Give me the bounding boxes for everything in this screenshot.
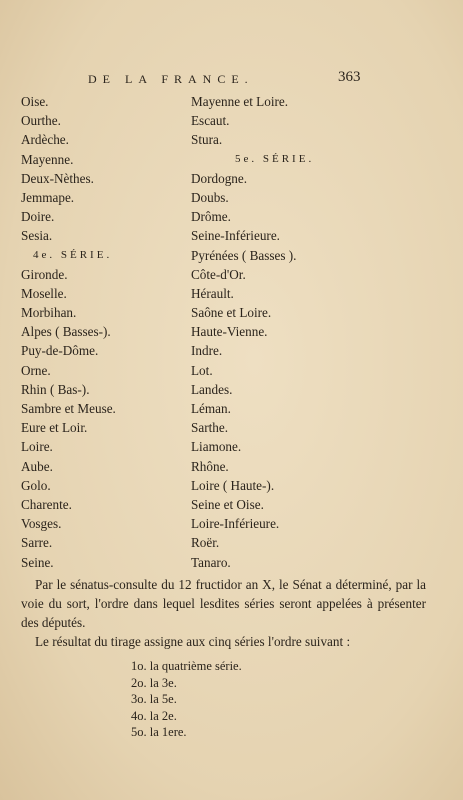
department-entry: Landes. [191, 381, 233, 397]
department-entry: Mayenne et Loire. [191, 94, 289, 109]
department-entry: Stura. [191, 132, 223, 148]
department-entry: Oise. [21, 94, 49, 109]
department-entry: Moselle. [21, 285, 67, 301]
department-entry: Puy-de-Dôme. [21, 343, 99, 359]
left-column [21, 92, 191, 572]
body-text [21, 575, 426, 651]
department-entry: Aube. [21, 458, 53, 474]
series-heading: 4e. SÉRIE. [33, 248, 113, 261]
department-entry: Dordogne. [191, 170, 248, 186]
department-entry: Loire. [21, 439, 53, 455]
series-heading: 5e. SÉRIE. [235, 152, 315, 165]
department-entry: Léman. [191, 401, 231, 416]
department-entry: Sarthe. [191, 420, 228, 436]
order-item: 4o. la 2e. [131, 708, 177, 723]
order-item: 3o. la 5e. [131, 692, 177, 706]
right-column [191, 92, 421, 572]
department-entry: Alpes ( Basses-). [21, 324, 111, 340]
department-entry: Jemmape. [21, 189, 75, 205]
department-entry: Eure et Loir. [21, 420, 88, 436]
department-entry: Morbihan. [21, 305, 77, 321]
department-entry: Seine et Oise. [191, 496, 264, 512]
department-entry: Ourthe. [21, 113, 61, 129]
department-entry: Pyrénées ( Basses ). [191, 247, 297, 263]
order-item: 2o. la 3e. [131, 675, 177, 690]
department-entry: Ardèche. [21, 132, 69, 148]
department-entry: Tanaro. [191, 554, 231, 570]
department-entry: Doubs. [191, 189, 229, 205]
order-item: 5o. la 1ere. [131, 725, 187, 739]
paragraph: Le résultat du tirage assigne aux cinq séries l'ordre suivant : [35, 634, 351, 649]
department-entry: Hérault. [191, 285, 234, 301]
department-entry: Roër. [191, 535, 220, 551]
series-order-list [131, 658, 242, 741]
running-header: DE LA FRANCE. [88, 72, 254, 86]
department-entry: Deux-Nèthes. [21, 170, 94, 186]
department-entry: Mayenne. [21, 151, 74, 167]
department-entry: Drôme. [191, 209, 231, 225]
page-number: 363 [338, 69, 361, 85]
department-entry: Saône et Loire. [191, 305, 272, 321]
department-entry: Liamone. [191, 439, 242, 455]
department-entry: Vosges. [21, 516, 62, 532]
department-entry: Charente. [21, 496, 72, 512]
department-entry: Loire-Inférieure. [191, 516, 280, 532]
department-entry: Golo. [21, 477, 51, 493]
department-entry: Rhin ( Bas-). [21, 381, 90, 397]
department-entry: Escaut. [191, 113, 230, 129]
department-entry: Doire. [21, 209, 55, 225]
order-item: 1o. la quatrième série. [131, 659, 242, 673]
department-entry: Sarre. [21, 535, 53, 551]
department-entry: Lot. [191, 362, 213, 378]
department-entry: Loire ( Haute-). [191, 477, 275, 493]
department-entry: Côte-d'Or. [191, 266, 246, 282]
department-entry: Indre. [191, 343, 223, 359]
department-entry: Gironde. [21, 266, 68, 282]
department-entry: Sesia. [21, 228, 53, 244]
paragraph: Par le sénatus-consulte du 12 fructidor an X, le Sénat a déterminé, par la voie du sort, l'ordre dans lequel lesdites séries seront appelées à présenter des députés. [21, 577, 426, 630]
department-entry: Seine. [21, 554, 54, 570]
department-entry: Rhône. [191, 458, 229, 474]
department-entry: Sambre et Meuse. [21, 401, 116, 416]
department-entry: Haute-Vienne. [191, 324, 268, 340]
department-entry: Seine-Inférieure. [191, 228, 280, 244]
department-entry: Orne. [21, 362, 51, 378]
